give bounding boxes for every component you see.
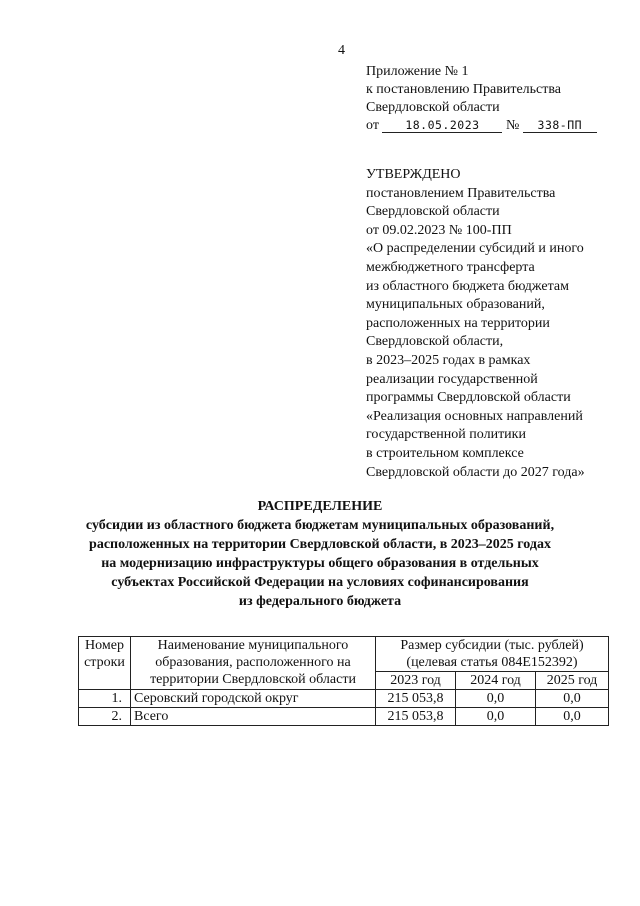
title-line: расположенных на территории Свердловской области, в 2023–2025 годах <box>89 537 551 552</box>
approval-line: от 09.02.2023 № 100-ПП <box>366 222 512 238</box>
header-row-number: Номер строки <box>79 637 131 690</box>
appendix-line: Свердловской области <box>366 100 500 115</box>
header-year: 2024 год <box>456 672 536 690</box>
row-2023: 215 053,8 <box>376 708 456 726</box>
appendix-line: Приложение № 1 <box>366 64 469 79</box>
title-heading: РАСПРЕДЕЛЕНИЕ <box>257 499 383 514</box>
subsidy-table <box>78 636 609 726</box>
approval-line: «Реализация основных направлений <box>366 408 583 424</box>
date-prefix: от <box>366 118 379 133</box>
approval-line: программы Свердловской области <box>366 390 571 406</box>
document-title <box>0 497 640 611</box>
approval-line: постановлением Правительства <box>366 185 556 201</box>
header-year: 2023 год <box>376 672 456 690</box>
number-prefix: № <box>505 118 520 133</box>
row-2025: 0,0 <box>536 708 609 726</box>
title-line: субсидии из областного бюджета бюджетам муниципальных образований, <box>85 518 555 533</box>
approval-heading: УТВЕРЖДЕНО <box>366 167 461 182</box>
page-number: 4 <box>338 43 345 58</box>
approval-line: межбюджетного трансферта <box>366 259 535 275</box>
header-year: 2025 год <box>536 672 609 690</box>
approval-line: расположенных на территории <box>366 315 550 331</box>
row-number: 1. <box>79 690 131 708</box>
approval-line: реализации государственной <box>366 371 538 387</box>
date-value: 18.05.2023 <box>382 118 502 133</box>
row-2023: 215 053,8 <box>376 690 456 708</box>
approval-block <box>366 166 585 482</box>
header-municipality: Наименование муниципального образования, расположенного на территории Свердловской области <box>131 637 376 690</box>
row-name: Серовский городской округ <box>131 690 376 708</box>
row-name: Всего <box>131 708 376 726</box>
row-2025: 0,0 <box>536 690 609 708</box>
number-value: 338-ПП <box>523 118 597 133</box>
row-2024: 0,0 <box>456 708 536 726</box>
appendix-block <box>366 63 597 135</box>
approval-line: государственной политики <box>366 427 526 443</box>
approval-line: Свердловской области до 2027 года» <box>366 464 585 480</box>
title-line: субъектах Российской Федерации на условиях софинансирования <box>111 575 529 590</box>
approval-line: в 2023–2025 годах в рамках <box>366 352 531 368</box>
row-number: 2. <box>79 708 131 726</box>
title-line: на модернизацию инфраструктуры общего образования в отдельных <box>101 556 539 571</box>
approval-line: Свердловской области, <box>366 334 504 350</box>
table-row <box>79 708 609 726</box>
approval-line: «О распределении субсидий и иного <box>366 241 584 257</box>
row-2024: 0,0 <box>456 690 536 708</box>
title-line: из федерального бюджета <box>238 594 402 609</box>
appendix-date-line <box>366 117 597 135</box>
approval-line: муниципальных образований, <box>366 297 545 313</box>
header-amount: Размер субсидии (тыс. рублей) (целевая статья 084E152392) <box>376 637 609 672</box>
appendix-line: к постановлению Правительства <box>366 82 562 97</box>
approval-line: в строительном комплексе <box>366 445 524 461</box>
approval-line: Свердловской области <box>366 204 500 220</box>
approval-line: из областного бюджета бюджетам <box>366 278 569 294</box>
table-row <box>79 690 609 708</box>
table-header-row <box>79 637 609 672</box>
